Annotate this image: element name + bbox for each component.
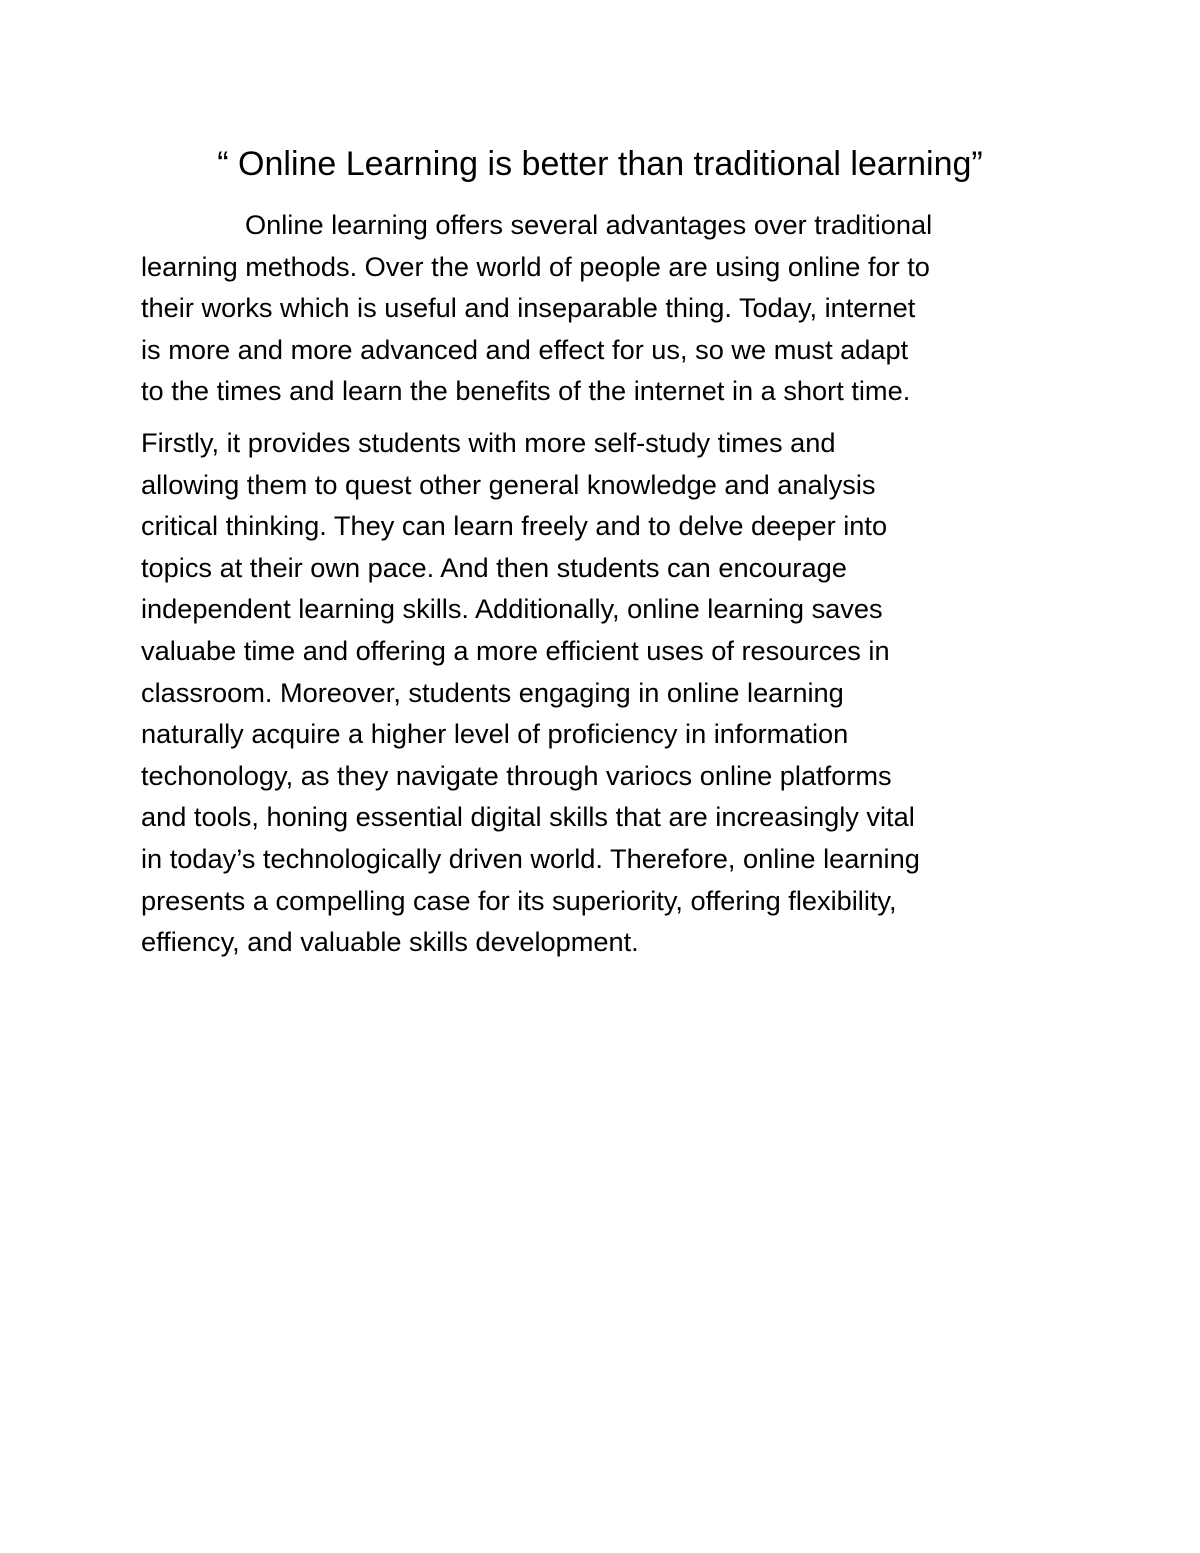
paragraph-line: Firstly, it provides students with more self-study times and (141, 427, 836, 458)
paragraph-line: topics at their own pace. And then students can encourage (141, 551, 847, 583)
paragraph-line: valuabe time and offering a more efficient uses of resources in (141, 634, 890, 666)
paragraph-body (141, 422, 1081, 963)
paragraph-line: is more and more advanced and effect for us, so we must adapt (141, 333, 909, 365)
paragraph-line: Online learning offers several advantages over traditional (245, 209, 933, 240)
paragraph-line: their works which is useful and inseparable thing. Today, internet (141, 292, 916, 324)
paragraph-line: in today’s technologically driven world. Therefore, online learning (141, 842, 920, 874)
paragraph-line: effiency, and valuable skills development. (141, 926, 639, 958)
paragraph-intro (141, 204, 1081, 412)
paragraph-line: allowing them to quest other general knowledge and analysis (141, 468, 876, 500)
paragraph-line: learning methods. Over the world of people are using online for to (141, 250, 930, 282)
document-title: “ Online Learning is better than traditional learning” (217, 145, 983, 183)
paragraph-line: to the times and learn the benefits of the internet in a short time. (141, 375, 911, 407)
paragraph-line: independent learning skills. Additionally, online learning saves (141, 593, 883, 625)
paragraph-line: and tools, honing essential digital skills that are increasingly vital (141, 801, 915, 833)
paragraph-line: presents a compelling case for its superiority, offering flexibility, (141, 884, 897, 916)
paragraph-line: critical thinking. They can learn freely and to delve deeper into (141, 510, 888, 542)
paragraph-line: techonology, as they navigate through variocs online platforms (141, 759, 892, 791)
paragraph-line: naturally acquire a higher level of proficiency in information (141, 718, 849, 750)
paragraph-line: classroom. Moreover, students engaging in online learning (141, 676, 844, 708)
